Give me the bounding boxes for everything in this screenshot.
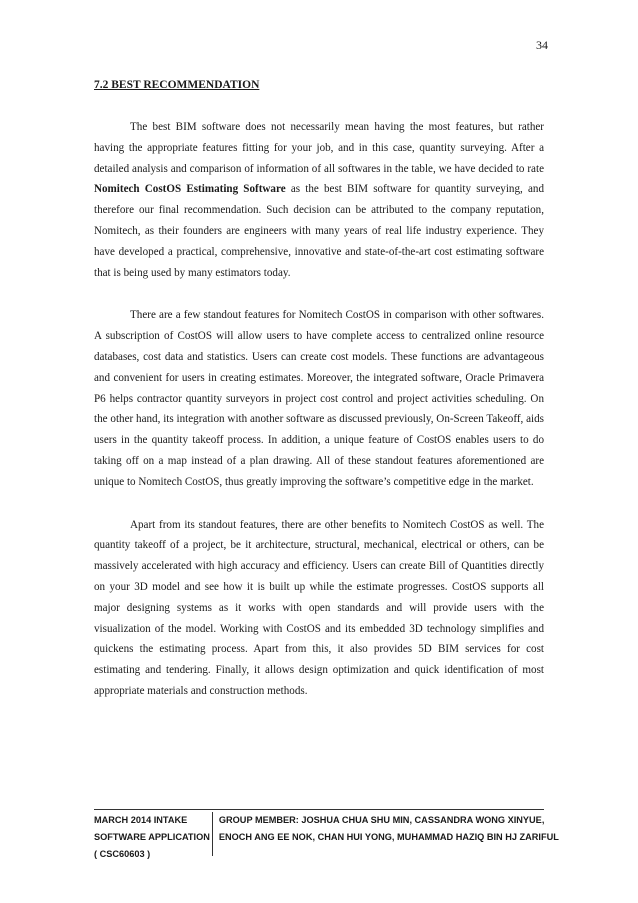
paragraph-other-benefits: Apart from its standout features, there are other benefits to Nomitech CostOS as well. The quantity takeoff of a project, be it architecture, structural, mechanical, electrical or others, can be massively accelerated with high accuracy and efficiency. Users can create Bill of Quantities directly on your 3D model and see how it is built up while the estimate progresses. CostOS supports all major designing systems as it works with open standards and will provide users with the visualization of the model. Working with CostOS and its embedded 3D technology simplifies and quickens the estimating process. Apart from this, it also provides 5D BIM services for cost estimating and tendering. Finally, it allows design optimization and quick identification of most appropriate materials and construction methods.	[94, 518, 544, 697]
paragraph-text: as the best BIM software for quantity surveying, and therefore our final recommendation. Such decision can be attributed to the company reputation, Nomitech, as their founders are engineers with many years of real life industry experience. They have developed a practical, comprehensive, innovative and state-of-the-art cost estimating software that is being used by many estimators today.	[94, 183, 544, 279]
paragraph-text: The best BIM software does not necessarily mean having the most features, but rather having the appropriate features fitting for your job, and in this case, quantity surveying. After a detailed analysis and comparison of information of all softwares in the table, we have decided to rate	[94, 121, 544, 175]
recommended-software-name: Nomitech CostOS Estimating Software	[94, 183, 286, 196]
footer-course-code: ( CSC60603 )	[94, 849, 151, 859]
section-heading: 7.2 BEST RECOMMENDATION	[94, 79, 260, 91]
body-text	[94, 117, 544, 702]
footer-intake: MARCH 2014 INTAKE	[94, 815, 188, 825]
footer-subject: SOFTWARE APPLICATION	[94, 832, 210, 842]
footer-course-info	[94, 812, 213, 859]
footer-members-line-1: GROUP MEMBER: JOSHUA CHUA SHU MIN, CASSANDRA WONG XINYUE,	[218, 815, 545, 825]
paragraph-best-bim-software	[94, 117, 544, 283]
page-number: 34	[536, 38, 548, 52]
footer-group-members	[213, 812, 559, 856]
page-footer	[94, 809, 559, 859]
footer-members-line-2: ENOCH ANG EE NOK, CHAN HUI YONG, MUHAMMAD HAZIQ BIN HJ ZARIFUL	[218, 832, 559, 842]
paragraph-standout-features: There are a few standout features for Nomitech CostOS in comparison with other softwares. A subscription of CostOS will allow users to have complete access to centralized online resource databases, cost data and statistics. Users can create cost models. These functions are advantageous and convenient for users in creating estimates. Moreover, the integrated software, Oracle Primavera P6 helps contractor quantity surveyors in project cost control and project activities scheduling. On the other hand, its integration with another software as discussed previously, On-Screen Takeoff, aids users in the quantity takeoff process. In addition, a unique feature of CostOS enables users to do taking off on a map instead of a plan drawing. All of these standout features aforementioned are unique to Nomitech CostOS, thus greatly improving the software’s competitive edge in the market.	[94, 309, 544, 488]
